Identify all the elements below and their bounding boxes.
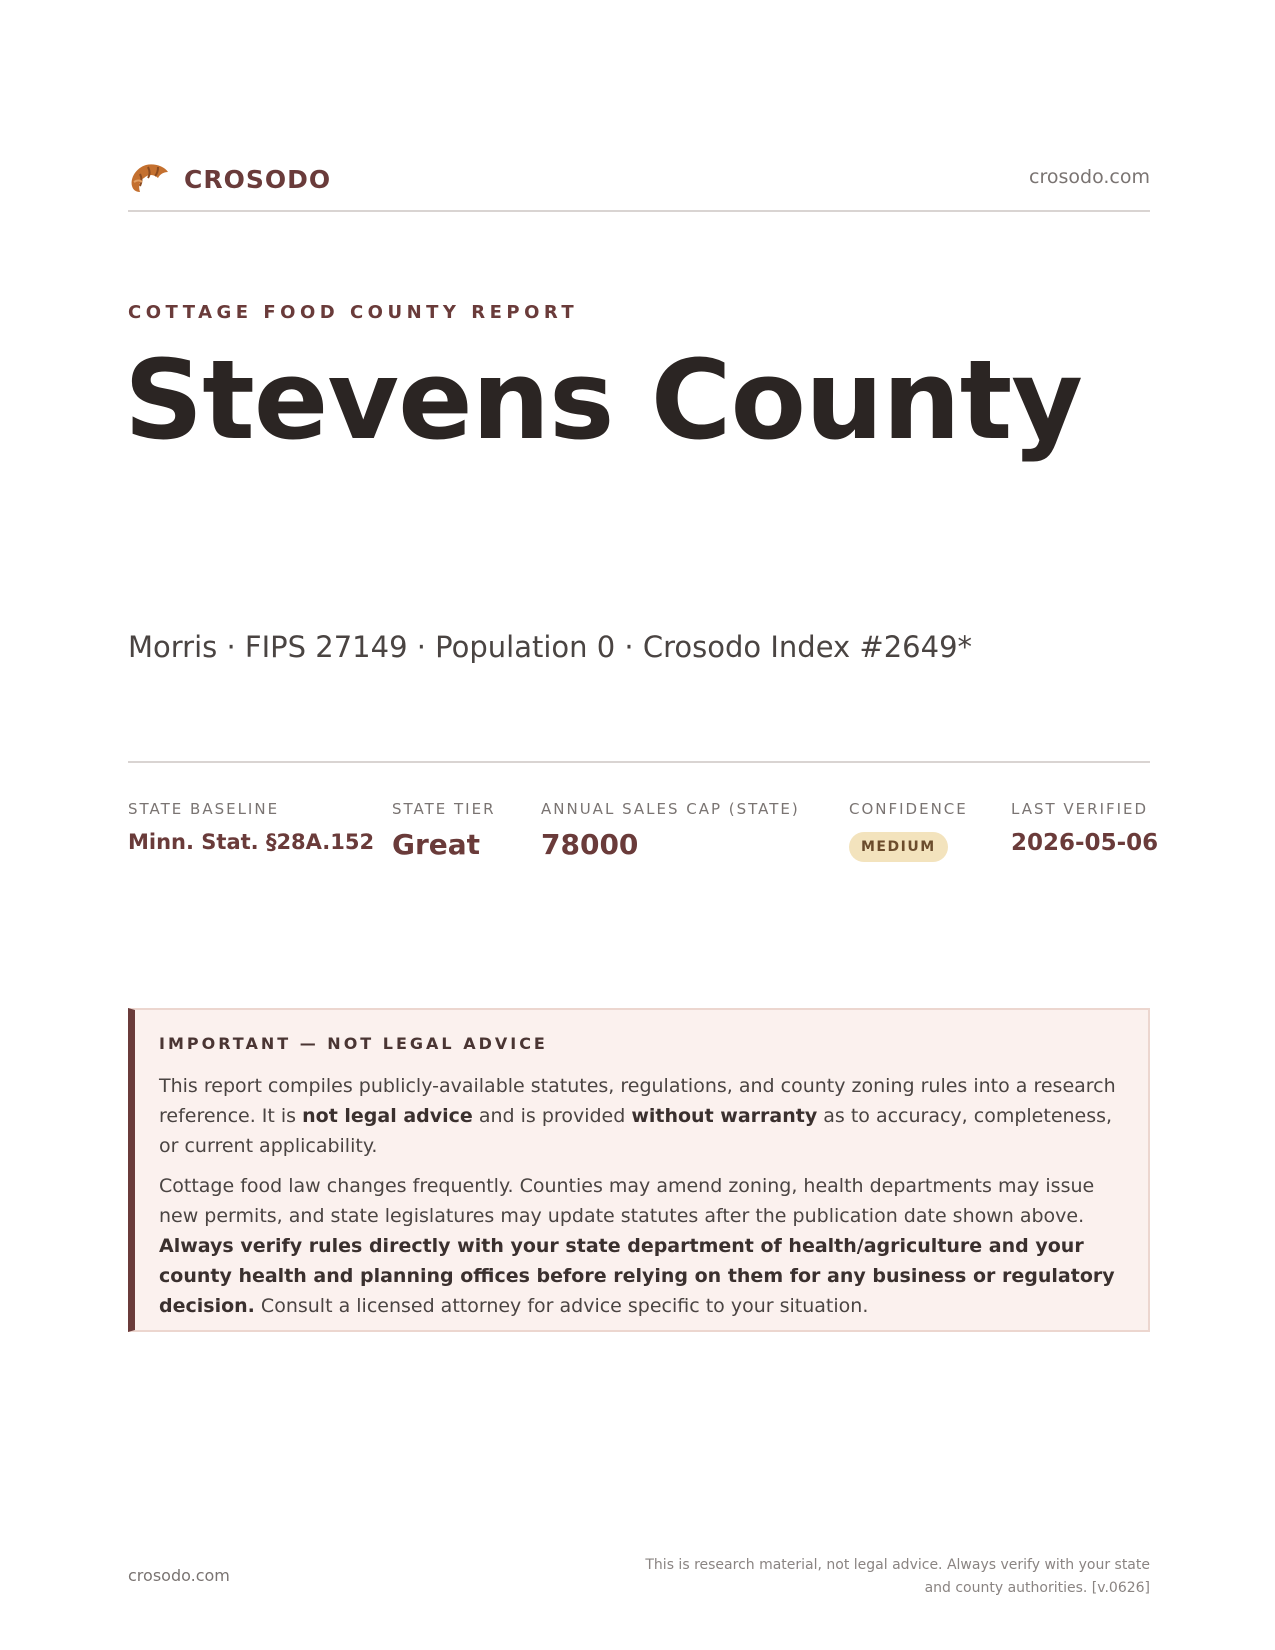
notice-emphasis: Always verify rules directly with your state department of health/agriculture and your county health and planning offices before relying on them for any business or regulatory decision.: [159, 1235, 1115, 1317]
fact-label: STATE TIER: [392, 800, 496, 818]
header-site-link[interactable]: crosodo.com: [1029, 166, 1150, 188]
fact-confidence: [849, 800, 968, 862]
fact-label: STATE BASELINE: [128, 800, 280, 818]
county-subline: Morris · FIPS 27149 · Population 0 · Crosodo Index #2649*: [128, 630, 973, 664]
fact-value: 2026-05-06: [1011, 830, 1159, 856]
footer-disclaimer-line: This is research material, not legal advice. Always verify with your state: [645, 1557, 1150, 1573]
brand-name: CROSODO: [184, 164, 332, 194]
notice-text: This report compiles publicly-available statutes, regulations, and county zoning rules into a research reference. It is: [159, 1075, 1116, 1127]
fact-last-verified: [1011, 800, 1158, 856]
facts-row: [128, 800, 1159, 880]
notice-paragraph: [159, 1071, 1122, 1161]
notice-text: Consult a licensed attorney for advice specific to your situation.: [254, 1295, 869, 1317]
confidence-badge: MEDIUM: [849, 832, 948, 862]
fact-value: Minn. Stat. §28A.152: [128, 830, 375, 854]
fact-sales-cap: [541, 800, 800, 861]
footer-disclaimer-line: and county authorities. [v.0626]: [924, 1580, 1150, 1596]
croissant-icon: [128, 160, 170, 198]
section-divider: [128, 761, 1150, 763]
notice-text: as to accuracy, completeness, or current applicability.: [159, 1105, 1113, 1157]
fact-label: LAST VERIFIED: [1011, 800, 1149, 818]
notice-title: IMPORTANT — NOT LEGAL ADVICE: [159, 1034, 548, 1053]
fact-value: 78000: [541, 828, 639, 861]
notice-text: Cottage food law changes frequently. Counties may amend zoning, health departments may issue new permits, and state legislatures may update statutes after the publication date shown above.: [159, 1175, 1095, 1227]
legal-notice: [128, 1008, 1150, 1332]
notice-paragraph: [159, 1171, 1122, 1321]
page-header: [128, 158, 1150, 212]
notice-text: and is provided: [472, 1105, 632, 1127]
fact-state-tier: [392, 800, 496, 861]
fact-label: CONFIDENCE: [849, 800, 968, 818]
report-kicker: COTTAGE FOOD COUNTY REPORT: [128, 302, 579, 323]
footer-site-link[interactable]: crosodo.com: [128, 1566, 230, 1585]
footer-disclaimer: [630, 1554, 1150, 1600]
fact-label: ANNUAL SALES CAP (STATE): [541, 800, 800, 818]
page-title: Stevens County: [124, 336, 1083, 464]
fact-state-baseline: [128, 800, 374, 854]
brand[interactable]: [128, 160, 331, 198]
notice-emphasis: without warranty: [631, 1105, 818, 1127]
fact-value: Great: [392, 828, 481, 861]
notice-emphasis: not legal advice: [302, 1105, 473, 1127]
